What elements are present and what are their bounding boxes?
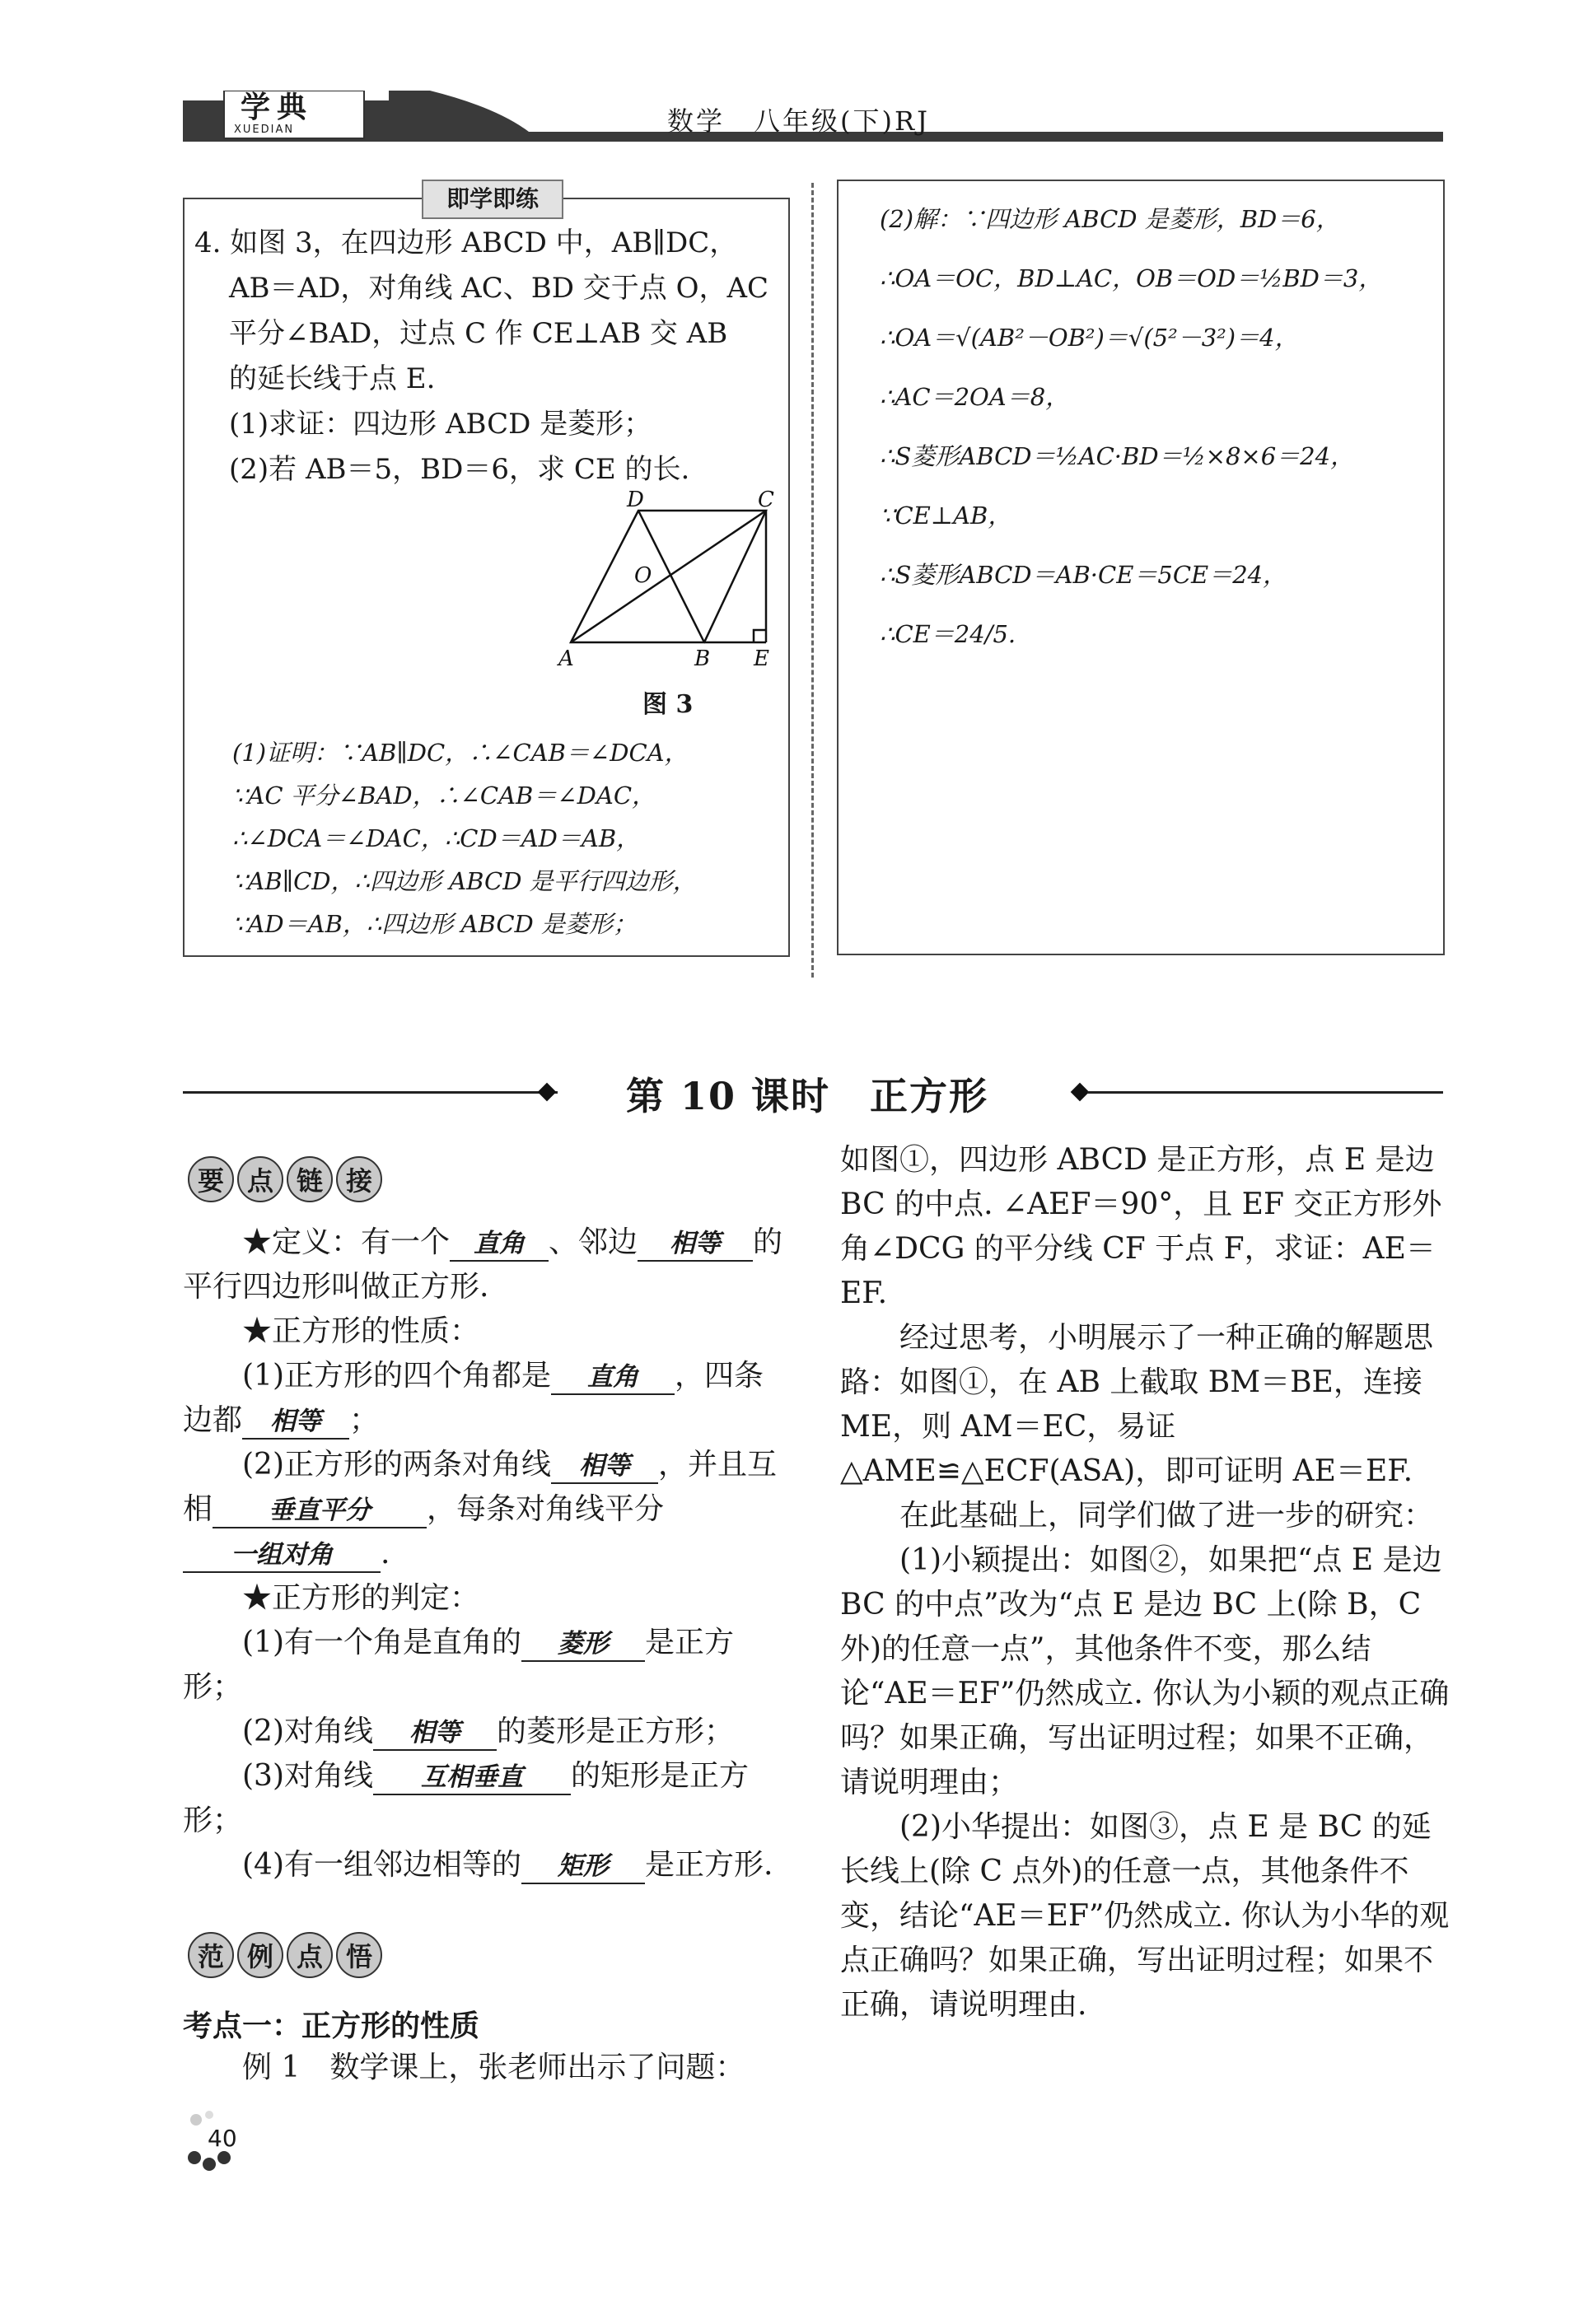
judge-4: (4)有一组邻边相等的 矩形 是正方形. [183, 1843, 792, 1888]
judge-title: ★正方形的判定： [242, 1581, 480, 1615]
figure-caption: 图 3 [642, 690, 694, 719]
badge-char: 接 [336, 1156, 382, 1202]
badge-char: 链 [287, 1156, 333, 1202]
answer-line: ∵CE⊥AB， [880, 502, 1012, 530]
blank-answer: 相等 [551, 1449, 658, 1484]
blank-answer: 一组对角 [183, 1538, 381, 1573]
page-number: 40 [208, 2125, 237, 2152]
answer-line: (1)证明：∵AB∥DC，∴∠CAB＝∠DCA， [232, 739, 689, 767]
judge-1: (1)有一个角是直角的 菱形 是正方形； [183, 1626, 735, 1704]
paragraph: 经过思考，小明展示了一种正确的解题思路：如图①，在 AB 上截取 BM＝BE，连接 ME，则 AM＝EC，易证△AME≌△ECF(ASA)，即可证明 AE＝EF. [840, 1321, 1434, 1488]
answer-line: ∵AD＝AB，∴四边形 ABCD 是菱形； [232, 910, 638, 938]
example-1-text [840, 1138, 1450, 2028]
question-4 [194, 221, 779, 492]
answer-line: ∴S菱形ABCD＝½AC·BD＝½×8×6＝24， [880, 442, 1355, 470]
answer-line: ∵AB∥CD，∴四边形 ABCD 是平行四边形， [232, 867, 697, 895]
key-points-badge [188, 1156, 382, 1202]
badge-char: 悟 [336, 1932, 382, 1978]
example-1-intro: 例 1 数学课上，张老师出示了问题： [242, 2051, 745, 2084]
answer-line: ∴OA＝√(AB²－OB²)＝√(5²－3²)＝4， [880, 324, 1299, 352]
section-rule-left [183, 1091, 558, 1094]
answer-line: ∴AC＝2OA＝8， [880, 383, 1070, 411]
paragraph: 在此基础上，同学们做了进一步的研究： [899, 1499, 1434, 1533]
badge-char: 点 [287, 1932, 333, 1978]
property-2: (2)正方形的两条对角线 相等 ，并且互相 垂直平分 ，每条对角线平分一组对角 . [183, 1443, 792, 1576]
paragraph: 如图①，四边形 ABCD 是正方形，点 E 是边 BC 的中点. ∠AEF＝90°，且 EF 交正方形外角∠DCG 的平分线 CF 于点 F，求证：AE＝EF. [840, 1143, 1442, 1310]
examples-badge [188, 1932, 382, 1978]
definition: ★定义：有一个 直角 、邻边 相等 的平行四边形叫做正方形. [183, 1225, 783, 1304]
answer-part-1 [232, 731, 776, 945]
property-title: ★正方形的性质： [242, 1314, 480, 1348]
column-divider [811, 183, 814, 978]
key-points-content [183, 1220, 792, 1888]
figure-label: A [558, 646, 574, 671]
figure-label: B [694, 646, 711, 671]
badge-char: 要 [188, 1156, 234, 1202]
diamond-icon [538, 1083, 557, 1102]
answer-line: ∴S菱形ABCD＝AB·CE＝5CE＝24， [880, 561, 1287, 589]
paragraph: (1)小颖提出：如图②，如果把“点 E 是边 BC 的中点”改为“点 E 是边 BC 上(除 B，C 外)的任意一点”，其他条件不变，那么结论“AE＝EF”仍然成立. 你认为小颖的观点正确吗？如果正确，写出证明过程；如果不正确，请说明理由； [840, 1543, 1450, 1799]
paragraph: (2)小华提出：如图③，点 E 是 BC 的延长线上(除 C 点外)的任意一点，其他条件不变，结论“AE＝EF”仍然成立. 你认为小华的观点正确吗？如果正确，写出证明过程；如果不正确，请说明理由. [840, 1810, 1450, 2022]
question-line: 平分∠BAD，过点 C 作 CE⊥AB 交 AB [229, 317, 728, 350]
question-line: 4. 如图 3，在四边形 ABCD 中，AB∥DC， [194, 226, 738, 259]
blank-answer: 菱形 [521, 1627, 645, 1662]
header-title: 数学 八年级(下)RJ [667, 105, 930, 137]
figure-label: D [627, 490, 644, 512]
badge-char: 点 [237, 1156, 283, 1202]
section-title: 第 10 课时 正方形 [626, 1074, 989, 1118]
key-point-1-heading: 考点一：正方形的性质 [183, 2009, 480, 2043]
judge-3: (3)对角线 互相垂直 的矩形是正方形； [183, 1759, 750, 1837]
blank-answer: 矩形 [521, 1850, 645, 1884]
answer-line: ∴CE＝24/5. [880, 620, 1016, 648]
badge-char: 例 [237, 1932, 283, 1978]
figure-3-rhombus [556, 490, 787, 679]
blank-answer: 垂直平分 [213, 1494, 427, 1528]
figure-label: E [754, 646, 769, 671]
practice-tag: 即学即练 [422, 180, 563, 219]
answer-line: ∴∠DCA＝∠DAC，∴CD＝AD＝AB， [232, 824, 641, 852]
logo-text: 学典 [241, 90, 314, 124]
badge-char: 范 [188, 1932, 234, 1978]
question-line: AB＝AD，对角线 AC、BD 交于点 O，AC [229, 272, 769, 305]
answer-line: (2)解：∵四边形 ABCD 是菱形，BD＝6， [880, 205, 1340, 233]
blank-answer: 相等 [373, 1716, 497, 1751]
question-line: (1)求证：四边形 ABCD 是菱形； [229, 408, 652, 441]
question-line: 的延长线于点 E. [229, 362, 436, 395]
logo-subtitle: XUEDIAN [234, 124, 295, 136]
answer-line: ∵AC 平分∠BAD，∴∠CAB＝∠DAC， [232, 782, 656, 810]
diamond-icon [1071, 1083, 1090, 1102]
blank-answer: 互相垂直 [373, 1761, 571, 1795]
blank-answer: 直角 [450, 1227, 549, 1262]
section-rule-right [1087, 1091, 1443, 1094]
blank-answer: 相等 [242, 1405, 349, 1440]
figure-label: C [758, 490, 774, 512]
answer-line: ∴OA＝OC，BD⊥AC，OB＝OD＝½BD＝3， [880, 264, 1383, 292]
property-1: (1)正方形的四个角都是 直角 ，四条边都 相等 ； [183, 1354, 792, 1443]
judge-2: (2)对角线 相等 的菱形是正方形； [183, 1710, 792, 1754]
answer-part-2 [880, 189, 1432, 664]
figure-label: O [634, 563, 652, 588]
blank-answer: 直角 [551, 1360, 675, 1395]
question-line: (2)若 AB＝5，BD＝6，求 CE 的长. [229, 453, 690, 486]
blank-answer: 相等 [638, 1227, 753, 1262]
